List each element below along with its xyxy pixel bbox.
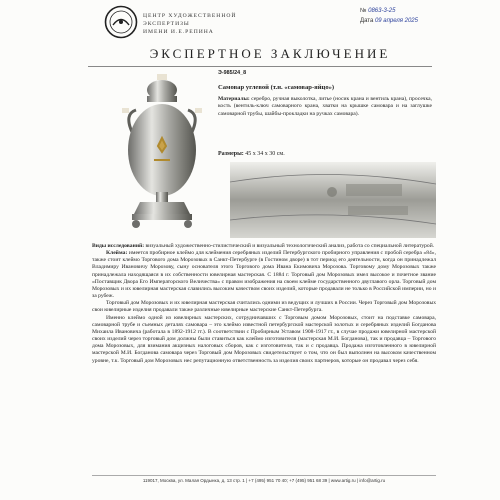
sizes-section <box>218 151 285 157</box>
sizes-text: 45 х 34 х 30 см. <box>243 151 285 157</box>
materials-text: серебро, ручная выколотка, литье (носик крана и вентиль крана), просечка, кость (вентиль-ключ самоварного крана, хватки на крышке самовара и на заглушке самоварной трубы, шайбы-прокладки на ручках самовара). <box>218 96 432 117</box>
body-paragraph-2: Торговый дом Морозовых и их ювелирная мастерская считались одними из ведущих и лучших в России. Через Торговый дом Морозовых свои ювелирные изделия продавали также различные ювелирные мастерские Санкт-Петербурга. <box>92 300 436 314</box>
document-number: Э-985/24_8 <box>218 70 247 76</box>
org-line-1: ЦЕНТР ХУДОЖЕСТВЕННОЙ <box>143 13 237 19</box>
center-logo-icon <box>104 5 138 39</box>
date-prefix: Дата <box>360 18 374 24</box>
sizes-label: Размеры: <box>218 151 244 157</box>
materials-label: Материалы: <box>218 96 250 102</box>
org-line-2: ЭКСПЕРТИЗЫ <box>143 21 190 27</box>
marks-text: имеется пробирное клеймо для клеймения серебряных изделий Петербургского пробирного управления с пробой серебра «84», также стоит клеймо Торгового дома Морозовых в Санкт-Петербурге (в Гостином дворе) в тот период его деятельности, когда он принадлежал Владимиру Ивановичу Морозову, сыну основателя этого Торгового дома Ивана Екимовича Морозова. Торговому дому Морозовых также принадлежала находящаяся в их собственности ювелирная мастерская. С 1884 г. Торговый дом Морозовых имел высокое и почетное звание «Поставщик Двора Его Императорского Величества» с правом изображения на своем клейме государственного двуглавого орла. Торговый дом Морозовых и их ювелирная мастерская славились высоким качеством своих изделий, которые продавали не только в Российской империи, но и за рубеж. <box>92 250 436 300</box>
registration-block <box>360 6 418 26</box>
reg-date: 09 апреля 2025 <box>374 18 418 24</box>
footer-contacts: 119017, Москва, ул. Малая Ордынка, д. 13 стр. 1 | +7 (495) 951 70 40; +7 (495) 951 68 39 | www.artig.ru | info@artig.ru <box>142 478 386 483</box>
marks-paragraph <box>92 250 436 300</box>
samovar-photo <box>110 68 214 236</box>
materials-section <box>218 96 432 118</box>
reg-number: 0863-3-25 <box>368 8 396 14</box>
item-title: Самовар углевой (т.н. «самовар-яйцо») <box>218 84 335 91</box>
body-paragraph-3: Именно клеймо одной из ювелирных мастерских, сотрудничавших с Торговым домом Морозовых, стоит на подставке самовара, самоварной трубе и съемных деталях самовара – это клеймо известной петербургской мастерской золотых и серебряных изделий Богданова Михаила Ивановича (работала в 1892-1912 гг.). В соответствии с Пробирным Уставом 1908-1917 гг., в случае продажи ювелирной мастерской своих изделий через торговый дом должны были ставиться как клеймо изготовителя (мастерская М.И. Богданова), так и продавца – Торгового дома Морозовых, для взимания акцизных налоговых сборов, как с изготовителя, так и с продавца. Продажа изготовленного в ювелирной мастерской М.И. Богданова самовара через Торговый дом Морозовых свидетельствует о том, что он был выполнен на высоком качественном уровне, т.к. Торговый дом Морозовых нес репутационную ответственность за изделия своих партнеров, которые он продавал через себя. <box>92 314 436 364</box>
reg-prefix: № <box>360 8 367 14</box>
title-divider <box>88 66 432 67</box>
research-text: визуальный художественно-стилистический и визуальный технологический анализ, работа со специальной литературой. <box>144 243 435 249</box>
document-title: ЭКСПЕРТНОЕ ЗАКЛЮЧЕНИЕ <box>149 46 391 61</box>
footer-divider <box>92 475 436 476</box>
hallmark-photo <box>230 162 436 238</box>
conclusion-body <box>92 243 436 365</box>
organization-name <box>143 12 236 36</box>
org-line-3: ИМЕНИ И.Е.РЕПИНА <box>143 29 214 35</box>
marks-label: Клейма: <box>106 250 128 257</box>
research-label: Виды исследований: <box>92 243 145 249</box>
